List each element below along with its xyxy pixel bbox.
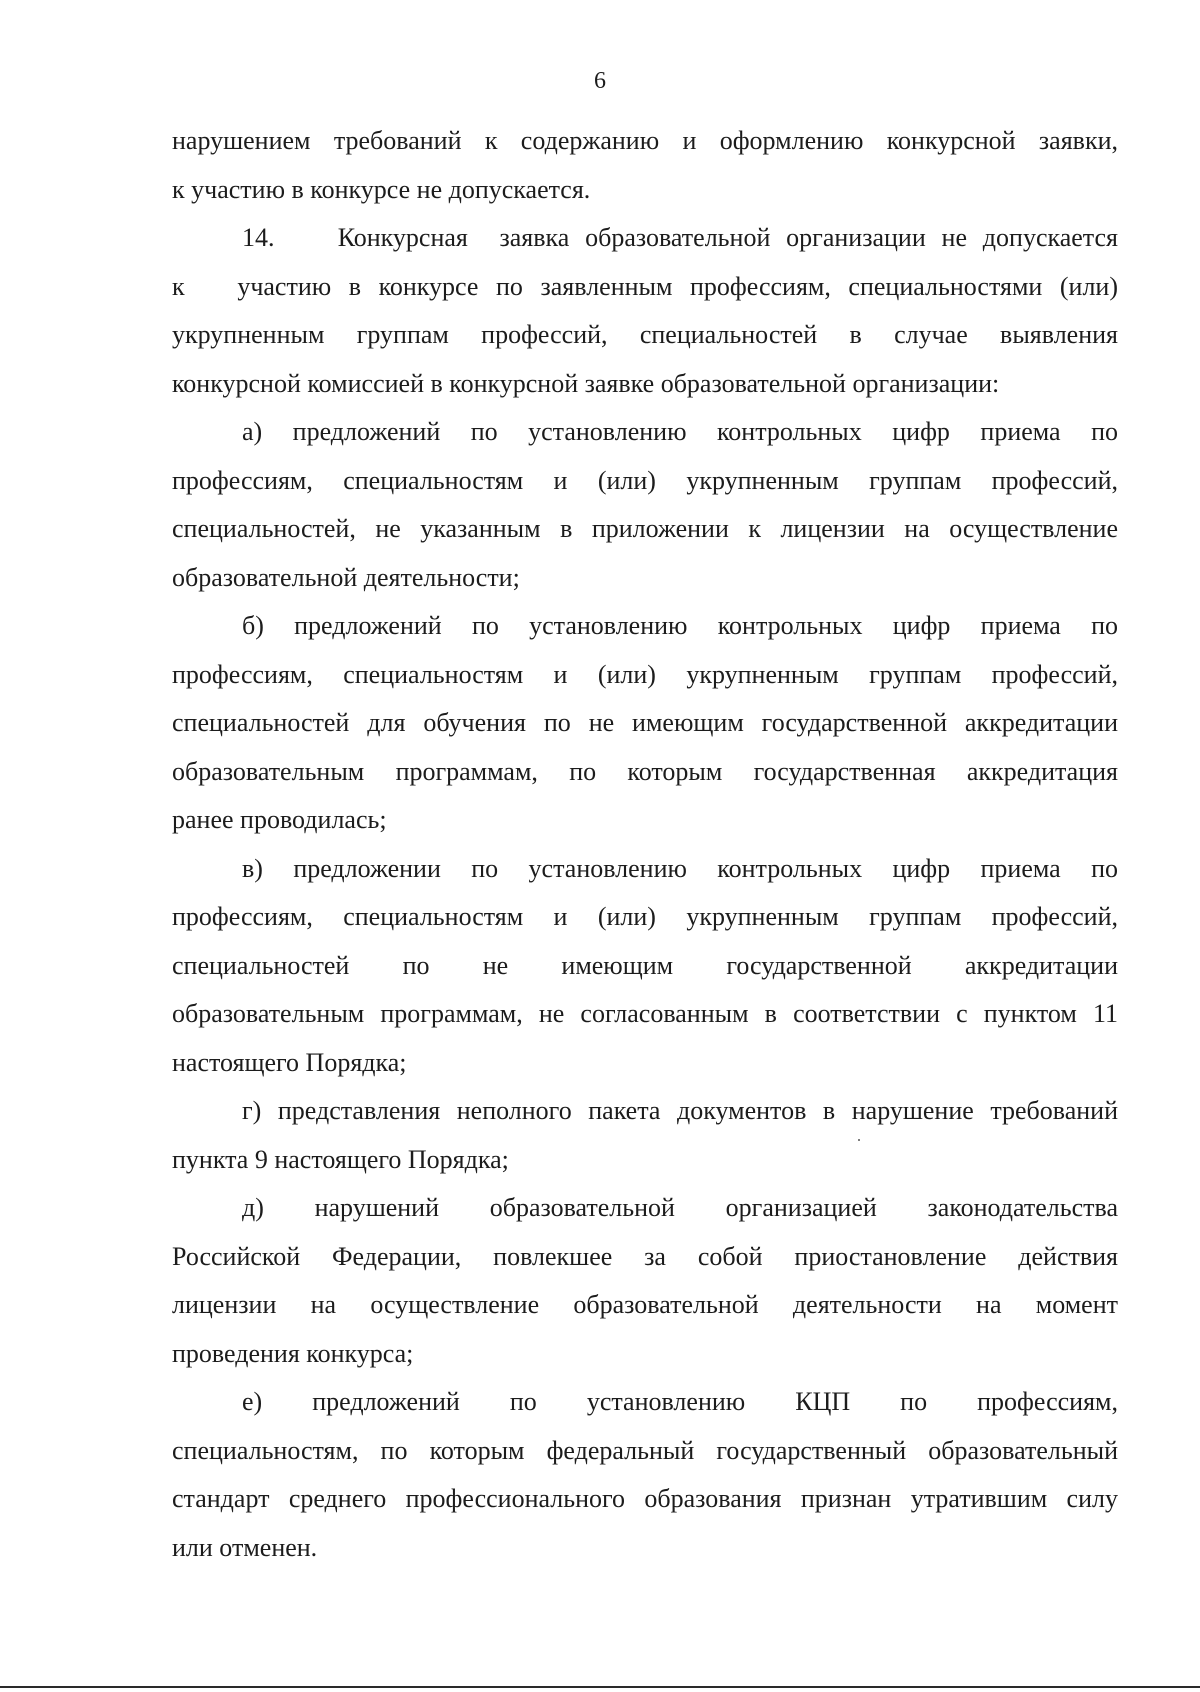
text-line: профессиям, специальностям и (или) укрупненным группам профессий, [172,659,1118,689]
text-line: образовательным программам, не согласованным в соответствии с пунктом 11 [172,999,1118,1028]
text-line: специальностям, по которым федеральный государственный образовательный [172,1435,1118,1465]
paragraph-item-g [172,1087,1118,1184]
text-line: специальностей по не имеющим государственной аккредитации [172,950,1118,980]
text-line: к участию в конкурсе не допускается. [172,174,591,204]
text-line: профессиям, специальностям и (или) укрупненным группам профессий, [172,902,1118,931]
paragraph-item-d [172,1184,1118,1378]
scan-edge-line [0,1686,1200,1688]
text-line: г) представления неполного пакета документов в нарушение требований [242,1096,1118,1125]
paragraph-item-a [172,408,1118,602]
text-line: настоящего Порядка; [172,1047,407,1077]
paragraph-item-e [172,1378,1118,1572]
text-line: профессиям, специальностям и (или) укрупненным группам профессий, [172,465,1118,495]
text-line: ранее проводилась; [172,805,387,834]
text-line: нарушением требований к содержанию и оформлению конкурсной заявки, [172,126,1118,155]
document-body [172,117,1118,1572]
text-line: или отменен. [172,1532,318,1562]
page-number: 6 [594,68,606,94]
text-line: конкурсной комиссией в конкурсной заявке образовательной организации: [172,368,1000,398]
text-line: проведения конкурса; [172,1338,414,1368]
text-line: специальностей для обучения по не имеющим государственной аккредитации [172,708,1118,737]
text-line: образовательной деятельности; [172,562,520,592]
text-line: д) нарушений образовательной организацией законодательства [242,1193,1118,1222]
text-line: Российской Федерации, повлекшее за собой приостановление действия [172,1241,1118,1271]
text-line: лицензии на осуществление образовательной деятельности на момент [172,1290,1118,1319]
text-line: стандарт среднего профессионального образования признан утратившим силу [172,1484,1118,1513]
text-line: в) предложении по установлению контрольных цифр приема по [242,853,1118,883]
text-line: укрупненным группам профессий, специальностей в случае выявления [172,320,1118,349]
paragraph-continuation [172,117,1118,214]
text-line: пункта 9 настоящего Порядка; [172,1144,509,1174]
text-line: б) предложений по установлению контрольных цифр приема по [242,611,1118,640]
text-line: е) предложений по установлению КЦП по профессиям, [242,1387,1118,1416]
text-line: а) предложений по установлению контрольных цифр приема по [242,417,1118,446]
text-line: к участию в конкурсе по заявленным профессиям, специальностями (или) [172,271,1118,301]
paragraph-item-v [172,845,1118,1088]
paragraph-item-b [172,602,1118,845]
text-line: специальностей, не указанным в приложении к лицензии на осуществление [172,514,1118,543]
scan-speck [858,1139,860,1141]
text-line: образовательным программам, по которым государственная аккредитация [172,756,1118,786]
text-line: 14. Конкурсная заявка образовательной организации не допускается [242,223,1118,252]
paragraph-item-14 [172,214,1118,408]
